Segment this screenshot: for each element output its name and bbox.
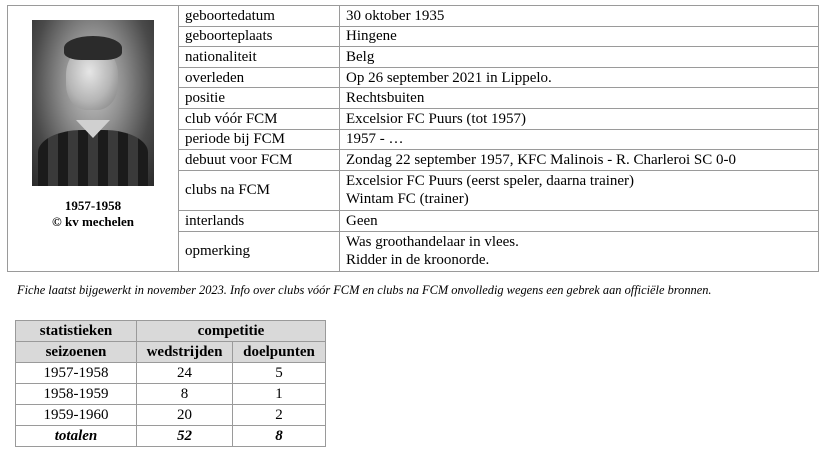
matches-cell: 20 bbox=[137, 405, 233, 426]
row-label: positie bbox=[179, 88, 340, 109]
table-row bbox=[16, 363, 326, 384]
stats-header-statistieken: statistieken bbox=[16, 321, 137, 342]
stats-header-row-2 bbox=[16, 342, 326, 363]
row-label: opmerking bbox=[179, 231, 340, 271]
row-value: Hingene bbox=[340, 26, 819, 47]
row-value: Geen bbox=[340, 211, 819, 232]
photo-caption-credit: © kv mechelen bbox=[52, 214, 134, 229]
row-value: 1957 - … bbox=[340, 129, 819, 150]
row-label: geboorteplaats bbox=[179, 26, 340, 47]
update-note: Fiche laatst bijgewerkt in november 2023. Info over clubs vóór FCM en clubs na FCM onvolledig wegens een gebrek aan officiële bronnen. bbox=[17, 283, 712, 297]
player-card bbox=[7, 5, 819, 272]
season-cell: 1958-1959 bbox=[16, 384, 137, 405]
row-value bbox=[340, 170, 819, 210]
statistics-table bbox=[15, 320, 326, 447]
season-cell: 1959-1960 bbox=[16, 405, 137, 426]
row-value-line: Ridder in de kroonorde. bbox=[346, 252, 490, 269]
totals-row bbox=[16, 426, 326, 447]
row-label: club vóór FCM bbox=[179, 109, 340, 130]
season-cell: 1957-1958 bbox=[16, 363, 137, 384]
goals-cell: 1 bbox=[233, 384, 326, 405]
photo-caption bbox=[8, 198, 178, 230]
row-value: Belg bbox=[340, 47, 819, 68]
card-row-geboortedatum bbox=[8, 6, 819, 27]
total-matches: 52 bbox=[137, 426, 233, 447]
row-value: Zondag 22 september 1957, KFC Malinois - R. Charleroi SC 0-0 bbox=[340, 150, 819, 171]
matches-cell: 24 bbox=[137, 363, 233, 384]
stats-header-wedstrijden: wedstrijden bbox=[137, 342, 233, 363]
row-label: debuut voor FCM bbox=[179, 150, 340, 171]
row-value-line: Excelsior FC Puurs (eerst speler, daarna trainer) bbox=[346, 173, 635, 190]
row-label: nationaliteit bbox=[179, 47, 340, 68]
photo-cell bbox=[8, 6, 179, 272]
stats-header-row-1 bbox=[16, 321, 326, 342]
row-label: periode bij FCM bbox=[179, 129, 340, 150]
row-value: Op 26 september 2021 in Lippelo. bbox=[340, 67, 819, 88]
row-value: Excelsior FC Puurs (tot 1957) bbox=[340, 109, 819, 130]
row-value: 30 oktober 1935 bbox=[340, 6, 819, 27]
row-value-line: Wintam FC (trainer) bbox=[346, 191, 469, 208]
goals-cell: 2 bbox=[233, 405, 326, 426]
row-value bbox=[340, 231, 819, 271]
row-label: clubs na FCM bbox=[179, 170, 340, 210]
player-photo bbox=[32, 20, 154, 186]
row-value: Rechtsbuiten bbox=[340, 88, 819, 109]
total-label: totalen bbox=[16, 426, 137, 447]
row-label: overleden bbox=[179, 67, 340, 88]
table-row bbox=[16, 405, 326, 426]
photo-caption-years: 1957-1958 bbox=[64, 198, 122, 213]
total-goals: 8 bbox=[233, 426, 326, 447]
row-label: interlands bbox=[179, 211, 340, 232]
row-value-line: Was groothandelaar in vlees. bbox=[346, 234, 519, 251]
stats-header-doelpunten: doelpunten bbox=[233, 342, 326, 363]
row-label: geboortedatum bbox=[179, 6, 340, 27]
table-row bbox=[16, 384, 326, 405]
stats-header-seizoenen: seizoenen bbox=[16, 342, 137, 363]
matches-cell: 8 bbox=[137, 384, 233, 405]
goals-cell: 5 bbox=[233, 363, 326, 384]
stats-header-competitie: competitie bbox=[137, 321, 326, 342]
